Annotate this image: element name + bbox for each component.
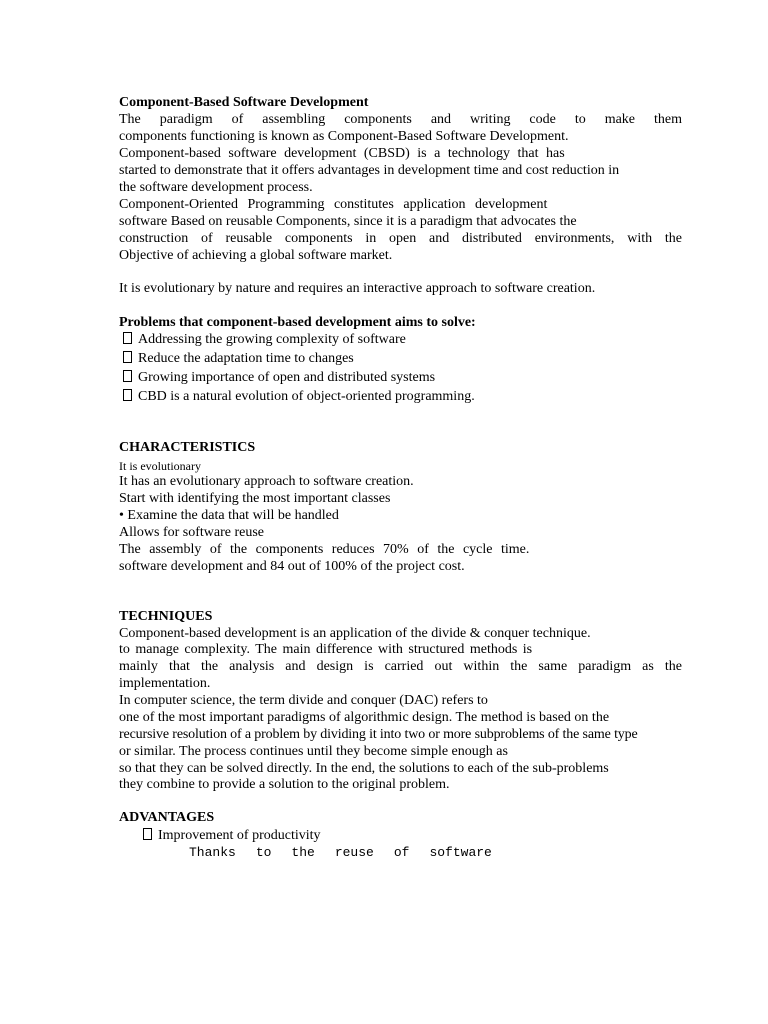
- techniques-line: they combine to provide a solution to the original problem.: [119, 777, 450, 792]
- characteristics-line: It has an evolutionary approach to software creation.: [119, 474, 414, 489]
- characteristics-line: Start with identifying the most important classes: [119, 491, 391, 506]
- problem-item: Growing importance of open and distributed systems: [123, 370, 435, 386]
- intro-line: Component-based software development (CBSD) is a technology that has: [119, 146, 565, 161]
- advantage-item: Improvement of productivity: [143, 828, 321, 844]
- checkbox-glyph-icon: [143, 828, 152, 840]
- techniques-line: Component-based development is an application of the divide & conquer technique.: [119, 626, 591, 641]
- characteristics-line: Allows for software reuse: [119, 525, 265, 540]
- characteristics-line: The assembly of the components reduces 70% of the cycle time.: [119, 542, 530, 557]
- intro-line: components functioning is known as Component-Based Software Development.: [119, 129, 569, 144]
- intro-line: the software development process.: [119, 180, 313, 195]
- evolutionary-note: It is evolutionary by nature and requires an interactive approach to software creation.: [119, 281, 596, 296]
- characteristics-line: software development and 84 out of 100% of the project cost.: [119, 559, 465, 574]
- techniques-line: mainly that the analysis and design is carried out within the same paradigm as the: [119, 659, 682, 674]
- techniques-heading: TECHNIQUES: [119, 609, 213, 624]
- problem-item: CBD is a natural evolution of object-oriented programming.: [123, 389, 475, 405]
- techniques-line: so that they can be solved directly. In the end, the solutions to each of the sub-problems: [119, 761, 609, 776]
- techniques-line: one of the most important paradigms of algorithmic design. The method is based on the: [119, 710, 610, 725]
- advantages-heading: ADVANTAGES: [119, 810, 215, 825]
- techniques-line: or similar. The process continues until they become simple enough as: [119, 744, 508, 759]
- characteristics-heading: CHARACTERISTICS: [119, 440, 256, 455]
- intro-line: Objective of achieving a global software market.: [119, 248, 393, 263]
- problems-heading: Problems that component-based development aims to solve:: [119, 315, 476, 330]
- characteristics-subline: It is evolutionary: [119, 459, 201, 473]
- document-title: Component-Based Software Development: [119, 95, 369, 110]
- characteristics-line: • Examine the data that will be handled: [119, 508, 339, 523]
- intro-line: Component-Oriented Programming constitutes application development: [119, 197, 548, 212]
- intro-line: construction of reusable components in open and distributed environments, with the: [119, 231, 682, 246]
- intro-line: The paradigm of assembling components and writing code to make them: [119, 112, 682, 127]
- techniques-line: In computer science, the term divide and conquer (DAC) refers to: [119, 693, 488, 708]
- techniques-line: recursive resolution of a problem by dividing it into two or more subproblems of the same type: [119, 727, 638, 742]
- checkbox-glyph-icon: [123, 351, 132, 363]
- techniques-line: implementation.: [119, 676, 211, 691]
- checkbox-glyph-icon: [123, 332, 132, 344]
- problem-item: Reduce the adaptation time to changes: [123, 351, 354, 367]
- intro-line: started to demonstrate that it offers advantages in development time and cost reduction in: [119, 163, 620, 178]
- problem-item: Addressing the growing complexity of software: [123, 332, 406, 348]
- checkbox-glyph-icon: [123, 370, 132, 382]
- intro-line: software Based on reusable Components, since it is a paradigm that advocates the: [119, 214, 577, 229]
- techniques-line: to manage complexity. The main difference with structured methods is: [119, 642, 533, 657]
- advantage-detail-mono: Thanks to the reuse of software: [189, 845, 492, 860]
- checkbox-glyph-icon: [123, 389, 132, 401]
